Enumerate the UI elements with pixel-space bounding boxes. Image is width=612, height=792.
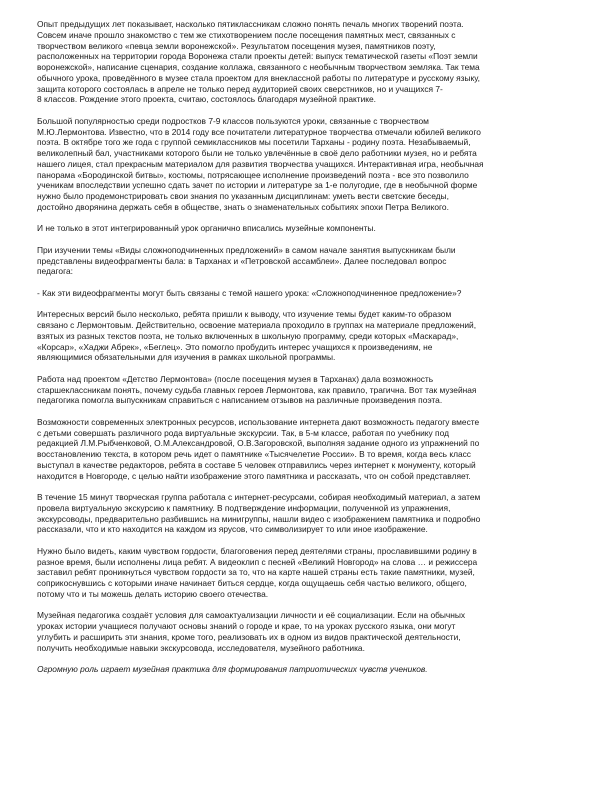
paragraph-11: Музейная педагогика создаёт условия для самоактуализации личности и её социализации. Если на обычных уроках истории учащиеся получают основы знаний о городе и крае, то на уроках русского языка, они могут углубить и расширить эти знания, кроме того, реализовать их в одном из видов практической деятельности, получить необходимые навыки экскурсовода, исследователя, музейного работника. (37, 610, 466, 653)
paragraph-1: Опыт предыдущих лет показывает, насколько пятиклассникам сложно понять печаль многих творений поэта. Совсем иначе прошло знакомство с тем же стихотворением после посещения памятных мест, связанных с творчеством великого «певца земли воронежской». Результатом посещения музея, памятников поэту, расположенных на территории города Воронежа стали проекты детей: выпуск тематической газеты «Поэт земли воронежской», написание сценария, создание коллажа, связанного с необычным творчеством земляка. Так тема обычного урока, проведённого в музее стала проектом для внеклассной работы по литературе и русскому языку, защита которого состоялась в апреле не только перед аудиторией своих сверстников, но и учащихся 7- 8 классов. Рождение этого проекта, считаю, состоялось благодаря музейной практике. (37, 19, 480, 105)
paragraph-6: Интересных версий было несколько, ребята пришли к выводу, что изучение темы будет каким-то образом связано с Лермонтовым. Действительно, освоение материала проходило в группах на материале предложений, взятых из разных текстов поэта, не только включенных в школьную программу, среди которых «Маскарад», «Корсар», «Хаджи Абрек», «Беглец». Это помогло пробудить интерес учащихся к произведениям, не являющимися обязательными для изучения в рамках школьной программы. (37, 309, 477, 363)
closing-paragraph: Огромную роль играет музейная практика для формирования патриотических чувств учеников. (37, 664, 428, 674)
paragraph-4: При изучении темы «Виды сложноподчиненных предложений» в самом начале занятия выпускникам были представлены видеофрагменты бала: в Тарханах и «Петровской ассамблеи». Далее последовал вопрос педагога: (37, 244, 456, 277)
paragraph-10: Нужно было видеть, каким чувством гордости, благоговения перед деятелями страны, прославившими родину в разное время, были исполнены лица ребят. А видеоклип с песней «Великий Новгород» на слова … и режиссера заставил ребят проникнуться чувством гордости за то, что на карте нашей страны есть такие памятники, музей, соприкоснувшись с которыми иначе начинает биться сердце, когда ощущаешь себя частью великого, общего, потому что и ты можешь делать историю своего отечества. (37, 545, 478, 599)
paragraph-3: И не только в этот интегрированный урок органично вписались музейные компоненты. (37, 223, 376, 234)
paragraph-7: Работа над проектом «Детство Лермонтова» (после посещения музея в Тарханах) дала возможность старшеклассникам понять, почему судьба главных героев Лермонтова, как правило, трагична. Вот так музейная педагогика помогла выпускникам справиться с написанием отзывов на различные произведения поэта. (37, 373, 477, 406)
paragraph-8: Возможности современных электронных ресурсов, использование интернета дают возможность педагогу вместе с детьми совершать различного рода виртуальные экскурсии. Так, в 5-м классе, работая по учебнику под редакцией Л.М.Рыбченковой, О.М.Александровой, О.В.Загоровской, выполняя задание одного из упражнений по восстановлению текста, в котором речь идет о памятнике «Тысячелетие России». В то время, когда весь класс выступал в качестве редакторов, ребята в составе 5 человек отправились через интернет к монументу, который находится в Новгороде, с целью найти изображение этого памятника и рассказать, что он собой представляет. (37, 416, 480, 481)
paragraph-9: В течение 15 минут творческая группа работала с интернет-ресурсами, собирая необходимый материал, а затем провела виртуальную экскурсию к памятнику. В подтверждение информации, полученной из упражнения, экскурсоводы, предварительно разбившись на минигруппы, нашли видео с изображением памятника и подробно рассказали, что и кто находится на каждом из ярусов, что символизирует то или иное изображение. (37, 492, 481, 535)
document-page (37, 19, 578, 686)
paragraph-2: Большой популярностью среди подростков 7-9 классов пользуются уроки, связанные с творчеством М.Ю.Лермонтова. Известно, что в 2014 году все почитатели литературное творчества отмечали юбилей великого поэта. В октябре того же года с группой семиклассников мы посетили Тарханы - родину поэта. Незабываемый, великолепный бал, участниками которого были не только увлечённые в своё дело работники музея, но и ребята нашего лицея, стал прекрасным материалом для развития творчества учащихся. Интерактивная игра, необычная панорама «Бородинской битвы», костюмы, потрясающее исполнение произведений поэта - все это позволило ученикам впоследствии успешно сдать зачет по истории и литературе за 1-е полугодие, где в необычной форме нужно было продемонстрировать свои знания по указанным дисциплинам: уметь вести светские беседы, достойно дворянина держать себя в обществе, знать о знаменательных событиях эпохи Петра Великого. (37, 115, 484, 212)
paragraph-5: - Как эти видеофрагменты могут быть связаны с темой нашего урока: «Сложноподчиненное предложение»? (37, 287, 462, 298)
